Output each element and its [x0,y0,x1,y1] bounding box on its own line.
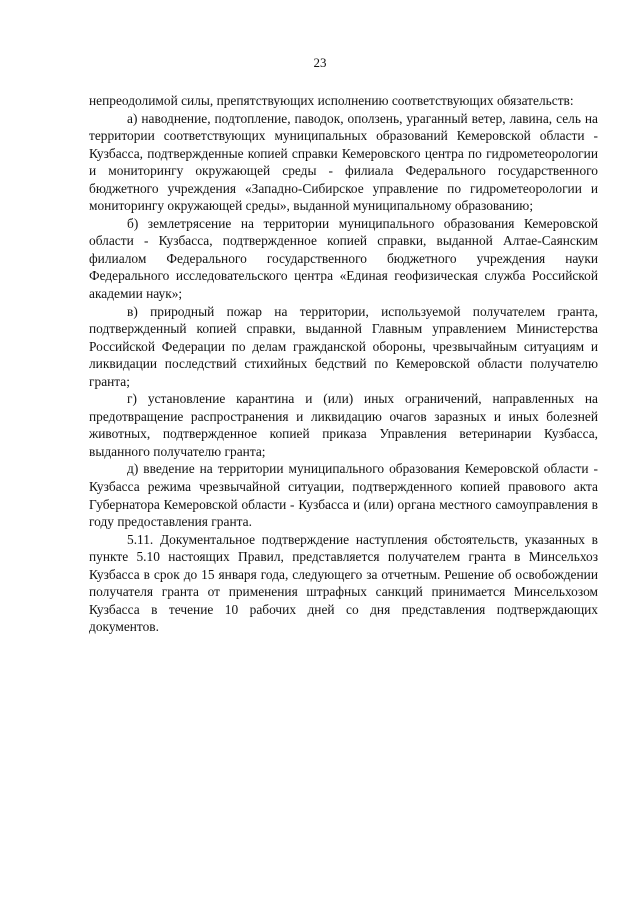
page-number: 23 [313,55,327,70]
paragraph-item-b: б) землетрясение на территории муниципального образования Кемеровской области - Кузбасса, подтвержденное копией справки, выданной Алтае-Саянским филиалом Федерального государственного бюджетного учреждения науки Федерального исследовательского центра «Единая геофизическая служба Российской академии наук»; [89,215,598,302]
document-body [89,92,598,636]
paragraph-clause-5-11: 5.11. Документальное подтверждение наступления обстоятельств, указанных в пункте 5.10 настоящих Правил, представляется получателем гранта в Минсельхоз Кузбасса в срок до 15 января года, следующего за отчетным. Решение об освобождении получателя гранта от применения штрафных санкций принимается Минсельхозом Кузбасса в течение 10 рабочих дней со дня представления подтверждающих документов. [89,531,598,635]
paragraph-item-d: д) введение на территории муниципального образования Кемеровской области - Кузбасса режима чрезвычайной ситуации, подтвержденного копией правового акта Губернатора Кемеровской области - Кузбасса и (или) органа местного самоуправления в году предоставления гранта. [89,461,598,530]
paragraph-item-v: в) природный пожар на территории, используемой получателем гранта, подтвержденный копией справки, выданной Главным управлением Министерства Российской Федерации по делам гражданской обороны, чрезвычайным ситуациям и ликвидации последствий стихийных бедствий по Кемеровской области получателю гранта; [89,303,598,389]
paragraph-intro: непреодолимой силы, препятствующих исполнению соответствующих обязательств: [89,93,574,108]
paragraph-item-g: г) установление карантина и (или) иных ограничений, направленных на предотвращение распространения и ликвидацию очагов заразных и иных болезней животных, подтвержденное копией приказа Управления ветеринарии Кузбасса, выданного получателю гранта; [89,391,598,459]
paragraph-item-a: а) наводнение, подтопление, паводок, оползень, ураганный ветер, лавина, сель на территории соответствующих муниципальных образований Кемеровской области - Кузбасса, подтвержденные копией справки Кемеровского центра по гидрометеорологии и мониторингу окружающей среды - филиала Федерального государственного бюджетного учреждения «Западно-Сибирское управление по гидрометеорологии и мониторингу окружающей среды», выданной муниципальному образованию; [89,110,598,214]
